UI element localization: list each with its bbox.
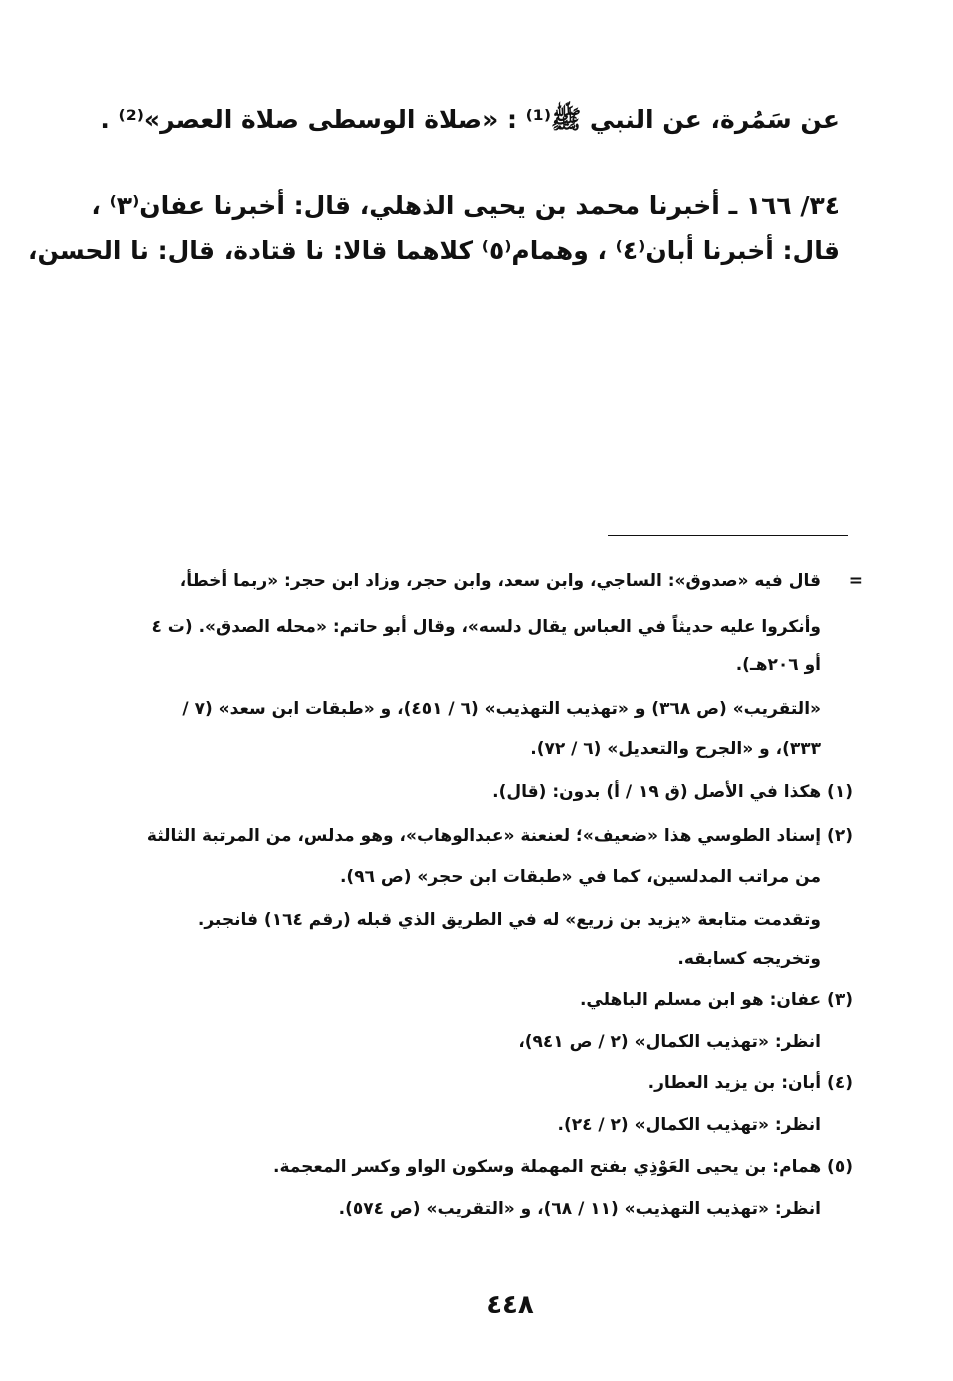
footnote-continuation-line: وأنكروا عليه حديثاً في العباس يقال دلسه»، وقال أبو حاتم: «محله الصدق». (ت ٤ (151, 617, 821, 637)
body-line-1: عن سَمُرة، عن النبي ﷺ⁽¹⁾ : «صلاة الوسطى صلاة العصر»⁽²⁾ . (100, 105, 840, 134)
footnote-continuation-marker: = (848, 571, 863, 591)
footnote-3: (٣) عفان: هو ابن مسلم الباهلي. (579, 990, 853, 1010)
footnote-5: (٥) همام: بن يحيى العَوْذِي بفتح المهملة وسكون الواو وكسر المعجمة. (272, 1157, 853, 1177)
body-line-3: قال: أخبرنا أبان⁽٤⁾ ، وهمام⁽٥⁾ كلاهما قالا: نا قتادة، قال: نا الحسن، (28, 236, 840, 265)
footnote-continuation-line: ٣٣٣)، و «الجرح والتعديل» (٦ / ٧٢). (530, 739, 821, 759)
footnote-2-continuation: وتقدمت متابعة «يزيد بن زريع» له في الطريق الذي قبله (رقم ١٦٤) فانجبر. (197, 910, 821, 930)
footnote-2-continuation: وتخريجه كسابقه. (677, 949, 821, 969)
footnote-separator (608, 535, 848, 536)
body-line-2: ٣٤/ ١٦٦ ـ أخبرنا محمد بن يحيى الذهلي، قال: أخبرنا عفان⁽٣⁾ ، (91, 191, 840, 220)
footnote-continuation-line: «التقريب» (ص ٣٦٨) و «تهذيب التهذيب» (٦ / ٤٥١)، و «طبقات ابن سعد» (٧ / (182, 699, 821, 719)
footnote-4-reference: انظر: «تهذيب الكمال» (٢ / ٢٤). (557, 1115, 821, 1135)
page-number: ٤٤٨ (486, 1290, 534, 1320)
footnote-continuation-line: قال فيه «صدوق»: الساجي، وابن سعد، وابن حجر، وزاد ابن حجر: «ربما أخطأ، (179, 571, 821, 591)
footnote-4: (٤) أبان: بن يزيد العطار. (647, 1073, 853, 1093)
footnote-1: (١) هكذا في الأصل (ق ١٩ / أ) بدون: (قال). (492, 782, 853, 802)
footnote-3-reference: انظر: «تهذيب الكمال» (٢ / ص ٩٤١)، (518, 1032, 821, 1052)
footnote-2-continuation: من مراتب المدلسين، كما في «طبقات ابن حجر» (ص ٩٦). (339, 867, 821, 887)
footnote-5-reference: انظر: «تهذيب التهذيب» (١١ / ٦٨)، و «التقريب» (ص ٥٧٤). (338, 1199, 821, 1219)
footnote-2: (٢) إسناد الطوسي هذا «ضعيف»؛ لعنعنة «عبدالوهاب»، وهو مدلس، من المرتبة الثالثة (146, 826, 853, 846)
footnote-continuation-line: أو ٢٠٦هـ). (735, 655, 821, 675)
